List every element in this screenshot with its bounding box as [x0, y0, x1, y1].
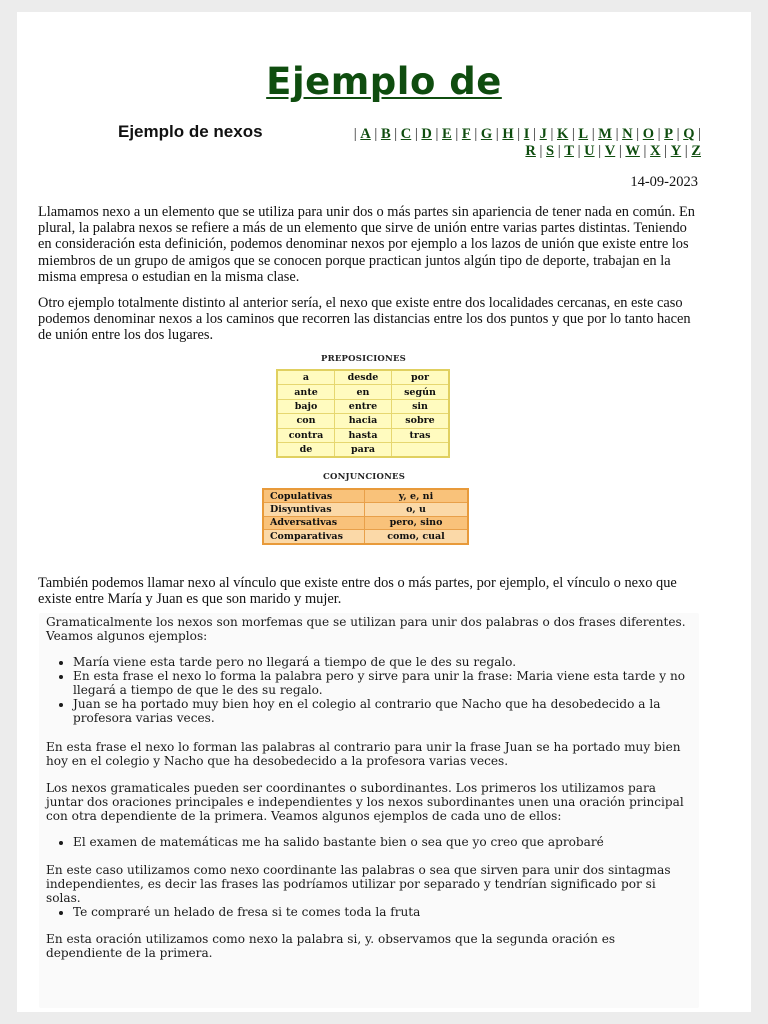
prep-cell: desde — [335, 370, 392, 385]
preposiciones-caption: PREPOSICIONES — [321, 354, 406, 364]
prep-row — [277, 428, 449, 442]
alpha-link-c[interactable]: C — [400, 126, 412, 142]
prep-cell: bajo — [277, 399, 335, 413]
prep-row — [277, 385, 449, 399]
alpha-link-l[interactable]: L — [578, 126, 589, 142]
alphabet-index — [347, 126, 701, 160]
alpha-link-y[interactable]: Y — [670, 143, 682, 159]
list-item: • En esta frase el nexo lo forma la palabra pero y sirve para unir la frase: Maria viene esta tarde y no llegará a tiempo de que le des su regalo. — [73, 669, 717, 697]
separator: | — [431, 126, 443, 142]
separator: | — [492, 126, 503, 142]
prep-row — [277, 399, 449, 413]
alpha-link-n[interactable]: N — [622, 126, 633, 142]
separator: | — [694, 126, 701, 142]
separator: | — [353, 126, 361, 142]
alpha-link-h[interactable]: H — [502, 126, 514, 142]
separator: | — [470, 126, 481, 142]
separator: | — [588, 126, 599, 142]
alpha-link-q[interactable]: Q — [683, 126, 695, 142]
page — [17, 12, 751, 1012]
separator: | — [513, 126, 524, 142]
alpha-link-v[interactable]: V — [604, 143, 616, 159]
banner-title[interactable]: Ejemplo de — [266, 60, 502, 103]
alpha-link-i[interactable]: I — [523, 126, 530, 142]
separator: | — [660, 143, 671, 159]
examples-list-3 — [46, 905, 717, 919]
prep-cell: ante — [277, 385, 335, 399]
conj-row — [263, 516, 468, 529]
alpha-link-t[interactable]: T — [564, 143, 574, 159]
alpha-link-u[interactable]: U — [584, 143, 595, 159]
prep-cell: hacia — [335, 414, 392, 428]
alpha-link-j[interactable]: J — [539, 126, 547, 142]
prep-cell: de — [277, 442, 335, 457]
prep-row — [277, 370, 449, 385]
prep-cell — [392, 442, 450, 457]
preposiciones-table — [276, 369, 450, 458]
prep-cell: entre — [335, 399, 392, 413]
alpha-link-b[interactable]: B — [380, 126, 391, 142]
alpha-link-w[interactable]: W — [625, 143, 640, 159]
conj-words: y, e, ni — [365, 489, 469, 503]
separator: | — [594, 143, 605, 159]
conj-type: Comparativas — [263, 530, 365, 544]
conj-row — [263, 489, 468, 503]
conjunciones-table — [262, 488, 469, 545]
conj-words: como, cual — [365, 530, 469, 544]
intro-paragraph-2: Otro ejemplo totalmente distinto al anterior sería, el nexo que existe entre dos localidades cercanas, en este caso podemos denominar nexos a los caminos que recorren las distancias entre los dos puntos y que por lo tanto hacen de unión entre los dos lugares. — [38, 295, 691, 344]
page-title: Ejemplo de nexos — [118, 122, 263, 141]
prep-cell: por — [392, 370, 450, 385]
alpha-link-e[interactable]: E — [442, 126, 452, 142]
separator: | — [673, 126, 684, 142]
card-paragraph-4: En este caso utilizamos como nexo coordinante las palabras o sea que sirven para unir dos sintagmas independientes, es decir las frases las podríamos utilizar por separado y tendrían significado por si solas. — [46, 863, 671, 906]
conj-row — [263, 530, 468, 544]
prep-cell: en — [335, 385, 392, 399]
conj-type: Adversativas — [263, 516, 365, 529]
banner — [17, 60, 751, 103]
card-paragraph-5: En esta oración utilizamos como nexo la palabra si, y. observamos que la segunda oración es dependiente de la primera. — [46, 932, 616, 961]
list-item: • Te compraré un helado de fresa si te comes toda la fruta — [73, 905, 717, 919]
alpha-link-r[interactable]: R — [525, 143, 536, 159]
prep-cell: según — [392, 385, 450, 399]
examples-list-2 — [46, 835, 717, 849]
separator: | — [451, 126, 462, 142]
separator: | — [411, 126, 422, 142]
prep-cell: tras — [392, 428, 450, 442]
conj-type: Disyuntivas — [263, 503, 365, 516]
separator: | — [611, 126, 623, 142]
alpha-link-f[interactable]: F — [461, 126, 471, 142]
separator: | — [615, 143, 626, 159]
conj-words: pero, sino — [365, 516, 469, 529]
conj-words: o, u — [365, 503, 469, 516]
separator: | — [632, 126, 643, 142]
intro-paragraph-1: Llamamos nexo a un elemento que se utiliza para unir dos o más partes sin apariencia de tener nada en común. En plural, la palabra nexos se refiere a más de un elemento que sirve de unión entre varias partes distintas. Teniendo en consideración esta definición, podemos denominar nexos por ejemplo a los lazos de unión que existe entre los miembros de un grupo de amigos que se conocen porque practican juntos algún tipo de deporte, trabajan en la misma empresa o estudian en la misma clase. — [38, 204, 695, 285]
conjunciones-caption: CONJUNCIONES — [323, 472, 406, 482]
separator: | — [529, 126, 540, 142]
alpha-link-a[interactable]: A — [360, 126, 371, 142]
alpha-link-k[interactable]: K — [556, 126, 569, 142]
examples-list-1 — [46, 655, 717, 725]
card-paragraph-1: Gramaticalmente los nexos son morfemas que se utilizan para unir dos palabras o dos frases diferentes. Veamos algunos ejemplos: — [46, 615, 686, 644]
separator: | — [554, 143, 565, 159]
alpha-link-d[interactable]: D — [421, 126, 432, 142]
list-item: • María viene esta tarde pero no llegará a tiempo de que le des su regalo. — [73, 655, 717, 669]
examples-card — [39, 613, 699, 1008]
list-item: • Juan se ha portado muy bien hoy en el colegio al contrario que Nacho que ha desobedecido a la profesora varias veces. — [73, 697, 717, 725]
separator: | — [639, 143, 651, 159]
prep-cell: hasta — [335, 428, 392, 442]
alpha-link-x[interactable]: X — [650, 143, 661, 159]
card-paragraph-3: Los nexos gramaticales pueden ser coordinantes o subordinantes. Los primeros los utilizamos para juntar dos oraciones principales e independientes y los nexos subordinantes unen una oración principal con otra dependiente de la primera. Veamos algunos ejemplos de cada uno de ellos: — [46, 781, 684, 824]
conj-row — [263, 503, 468, 516]
alpha-link-o[interactable]: O — [642, 126, 655, 142]
separator: | — [390, 126, 401, 142]
prep-cell: sobre — [392, 414, 450, 428]
separator: | — [535, 143, 547, 159]
alpha-link-z[interactable]: Z — [691, 143, 701, 159]
separator: | — [568, 126, 579, 142]
prep-row — [277, 442, 449, 457]
prep-row — [277, 414, 449, 428]
alpha-link-g[interactable]: G — [480, 126, 493, 142]
prep-cell: a — [277, 370, 335, 385]
separator: | — [573, 143, 585, 159]
prep-cell: sin — [392, 399, 450, 413]
conj-type: Copulativas — [263, 489, 365, 503]
prep-cell: con — [277, 414, 335, 428]
alpha-link-m[interactable]: M — [598, 126, 612, 142]
intro-paragraph-3: También podemos llamar nexo al vínculo que existe entre dos o más partes, por ejemplo, el vínculo o nexo que existe entre María y Juan es que son marido y mujer. — [38, 575, 677, 608]
date: 14-09-2023 — [630, 174, 698, 190]
separator: | — [681, 143, 692, 159]
prep-cell: contra — [277, 428, 335, 442]
prep-cell: para — [335, 442, 392, 457]
card-paragraph-2: En esta frase el nexo lo forman las palabras al contrario para unir la frase Juan se ha portado muy bien hoy en el colegio y Nacho que ha desobedecido a la profesora varias veces. — [46, 740, 681, 769]
separator: | — [654, 126, 665, 142]
separator: | — [546, 126, 557, 142]
alpha-link-p[interactable]: P — [664, 126, 674, 142]
alpha-link-s[interactable]: S — [546, 143, 555, 159]
separator: | — [370, 126, 381, 142]
list-item: • El examen de matemáticas me ha salido bastante bien o sea que yo creo que aprobaré — [73, 835, 717, 849]
